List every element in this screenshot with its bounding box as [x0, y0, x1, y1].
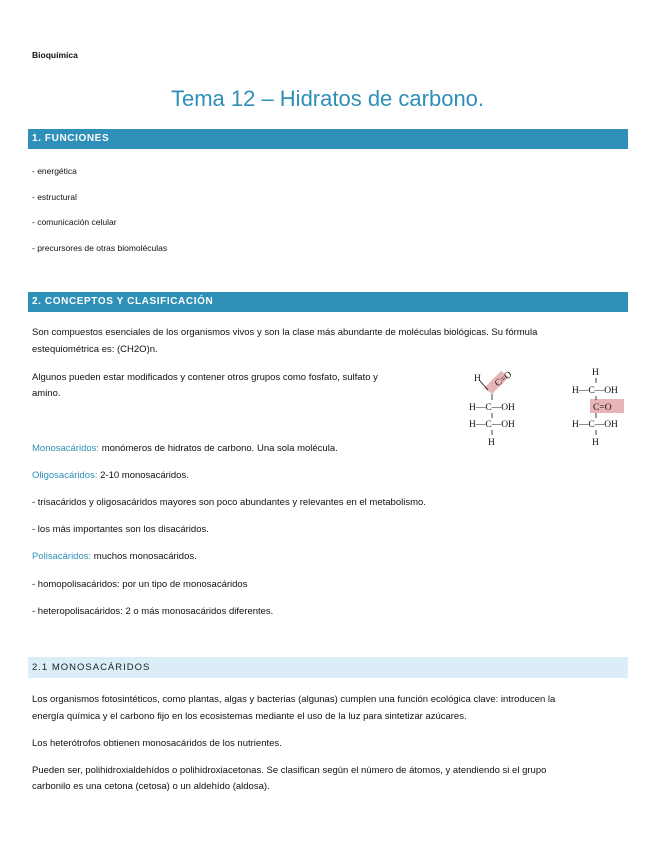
paragraph-line: energía química y el carbono fijo en los ecosistemas mediante el uso de la luz para sintetizar azúcares. [32, 711, 467, 722]
aldose-row-2: H—C—OH [469, 403, 515, 413]
ketose-structure-diagram [566, 364, 638, 450]
paragraph-line: Pueden ser, polihidroxialdehídos o polihidroxiacetonas. Se clasifican según el número de átomos, y atendiendo si el grupo [32, 765, 547, 776]
ketose-carbonyl-label: C=O [593, 403, 612, 413]
paragraph-line: - trisacáridos y oligosacáridos mayores son poco abundantes y relevantes en el metabolismo. [32, 497, 426, 508]
aldose-h-label: H [474, 374, 481, 384]
definition-monosacaridos [32, 441, 338, 457]
paragraph-line: amino. [32, 388, 61, 399]
document-header-label: Bioquímica [32, 50, 78, 60]
ketose-row-3: H—C—OH [572, 420, 618, 430]
paragraph-line: Los heterótrofos obtienen monosacáridos de los nutrientes. [32, 738, 282, 749]
definition-text: monómeros de hidratos de carbono. Una sola molécula. [99, 443, 338, 454]
ketose-row-1: H—C—OH [572, 386, 618, 396]
term-monosacaridos: Monosacáridos: [32, 443, 100, 454]
list-item: - precursores de otras biomoléculas [32, 243, 168, 253]
term-oligosacaridos: Oligosacáridos: [32, 470, 98, 481]
definition-polisacaridos [32, 549, 197, 565]
paragraph-line: - homopolisacáridos: por un tipo de monosacáridos [32, 579, 248, 590]
paragraph-line: carbonilo es una cetona (cetosa) o un aldehído (aldosa). [32, 781, 270, 792]
list-item: - energética [32, 166, 77, 176]
paragraph-line: Algunos pueden estar modificados y contener otros grupos como fosfato, sulfato y [32, 372, 378, 383]
aldose-carbonyl-label: C=O [493, 369, 515, 390]
term-polisacaridos: Polisacáridos: [32, 551, 92, 562]
aldose-row-3: H—C—OH [469, 420, 515, 430]
list-item: - estructural [32, 192, 77, 202]
definition-oligosacaridos [32, 468, 189, 484]
page-title: Tema 12 – Hidratos de carbono. [170, 86, 485, 111]
paragraph-line: Los organismos fotosintéticos, como plantas, algas y bacterias (algunas) cumplen una función ecológica clave: introducen la [32, 694, 556, 705]
paragraph-line: - heteropolisacáridos: 2 o más monosacáridos diferentes. [32, 606, 274, 617]
definition-text: muchos monosacáridos. [91, 551, 197, 562]
definition-text: 2-10 monosacáridos. [97, 470, 189, 481]
paragraph-line: Son compuestos esenciales de los organismos vivos y son la clase más abundante de moléculas biológicas. Su fórmula [32, 327, 538, 338]
list-item: - comunicación celular [32, 217, 117, 227]
ketose-bottom-h: H [592, 438, 599, 448]
section-heading-monosacaridos: 2.1 MONOSACÁRIDOS [28, 657, 628, 678]
aldose-bottom-h: H [488, 438, 495, 448]
paragraph-line: - los más importantes son los disacáridos. [32, 524, 209, 535]
aldose-structure-diagram [466, 364, 536, 450]
paragraph-line: estequiométrica es: (CH2O)n. [32, 344, 158, 355]
section-heading-funciones: 1. FUNCIONES [28, 129, 628, 149]
ketose-top-h: H [592, 368, 599, 378]
section-heading-conceptos: 2. CONCEPTOS Y CLASIFICACIÓN [28, 292, 628, 312]
